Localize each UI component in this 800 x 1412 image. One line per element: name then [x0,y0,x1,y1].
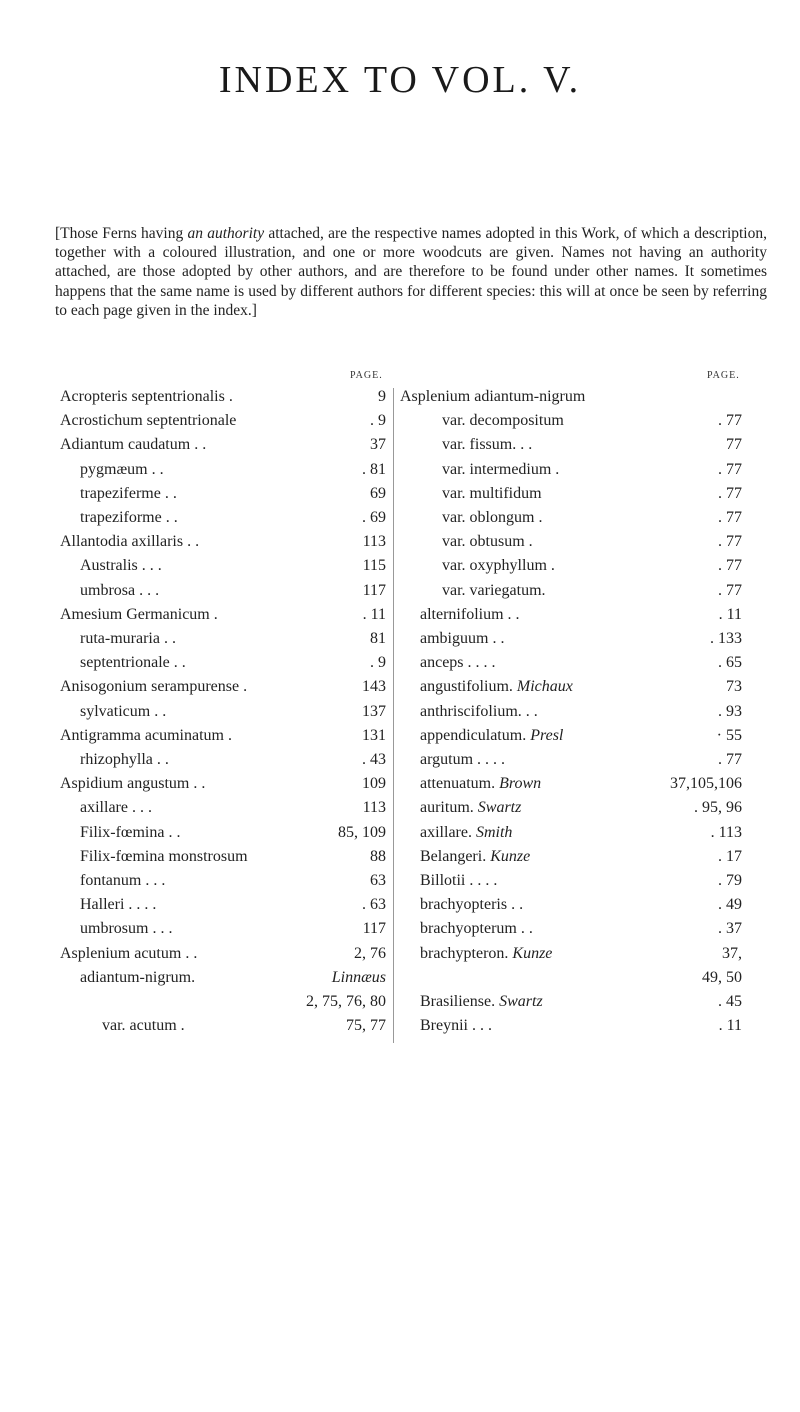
entry-page: 113 [362,533,386,551]
entry-name: trapeziferme . . [80,484,177,502]
left-index-entry [60,1014,386,1038]
entry-page: 69 [370,484,386,502]
entry-authority: Michaux [512,678,573,696]
entry-name: Filix-fœmina monstrosum [80,847,248,865]
entry-name: Antigramma acuminatum . [60,726,232,744]
entry-name: ruta-muraria . . [80,630,176,647]
left-index-entry [60,482,386,506]
left-index-entry [60,458,386,482]
entry-page: 81 [370,630,386,647]
entry-page: 137 [362,702,386,720]
entry-page: . 43 [362,751,386,768]
left-index-entry [60,651,386,675]
entry-name: Australis . . . [80,557,162,575]
entry-name: Filix-fœmina . . [80,823,181,841]
entry-name: Adiantum caudatum . . [60,436,207,454]
entry-page: 85, 109 [338,823,386,841]
entry-name: var. decompositum [442,412,564,430]
entry-name: ambiguum . . [420,630,505,647]
entry-page: . 93 [718,702,742,720]
entry-name: var. multifidum [442,484,542,502]
left-index-entry [60,821,386,845]
entry-page: . 77 [718,509,742,526]
right-index-entry [400,990,742,1014]
entry-page: 143 [362,678,386,696]
entry-name: auritum. Swartz [420,799,522,817]
entry-authority: Swartz [473,799,522,817]
right-index-entry [400,651,742,675]
entry-page: 37 [370,436,386,454]
left-index-entry [60,675,386,699]
entry-page: . 77 [718,460,742,478]
entry-page: . 17 [718,847,742,865]
entry-page: 9 [378,388,386,405]
right-index-entry [400,821,742,845]
right-index-entry [400,772,742,796]
entry-page: Linnæus [331,968,386,986]
entry-name: axillare . . . [80,799,152,817]
entry-name: sylvaticum . . [80,702,167,720]
right-index-entry [400,724,742,748]
entry-page: 117 [362,581,386,599]
right-index-entry [400,579,742,603]
entry-page: . 49 [718,896,742,914]
right-index-entry [400,433,742,457]
left-index-entry [60,772,386,796]
entry-page: 113 [362,799,386,817]
intro-italic-phrase: an authority [187,225,265,242]
entry-authority: Smith [471,823,513,841]
right-index-entry [400,917,742,941]
entry-name: septentrionale . . [80,654,186,672]
right-index-entry [400,458,742,482]
left-index-entry [60,385,386,409]
right-index-entry [400,409,742,433]
entry-page: 109 [362,775,386,793]
left-index-entry [60,724,386,748]
entry-name: Acropteris septentrionalis . [60,388,233,405]
entry-name: Allantodia axillaris . . [60,533,200,551]
right-index-entry [400,700,742,724]
entry-name: Belangeri. Kunze [420,847,531,865]
left-index-entry [60,506,386,530]
left-index-entry [60,893,386,917]
entry-page: . 11 [362,605,386,623]
entry-authority: Brown [495,775,542,793]
right-index-entry [400,845,742,869]
right-index-entry [400,506,742,530]
entry-name: Breynii . . . [420,1017,492,1035]
entry-page: . 77 [718,484,742,502]
page-title: INDEX TO VOL. V. [218,59,582,101]
entry-name: Asplenium acutum . . [60,944,198,962]
entry-name: pygmæum . . [80,460,164,478]
entry-name: Anisogonium serampurense . [60,678,248,696]
left-index-entry [60,917,386,941]
left-index-entry [60,942,386,966]
entry-name: Halleri . . . . [80,896,157,914]
entry-page: 77 [726,436,742,454]
entry-name: argutum . . . . [420,751,506,768]
entry-authority: Kunze [508,944,553,962]
entry-page: 75, 77 [346,1017,386,1035]
entry-name: adiantum-nigrum. [80,968,196,986]
entry-page: 115 [362,557,386,575]
entry-name: angustifolium. Michaux [420,678,573,696]
entry-name: var. intermedium . [442,460,560,478]
entry-page: 73 [726,678,742,696]
right-page-header: PAGE. [707,370,740,381]
entry-page: . 11 [718,605,742,623]
entry-name: umbrosa . . . [80,581,160,599]
entry-page: . 77 [718,751,742,768]
entry-name: axillare. Smith [420,823,513,841]
right-index-entry [400,603,742,627]
entry-name: var. oxyphyllum . [442,557,555,575]
left-index-entry [60,603,386,627]
left-index-entry [60,554,386,578]
entry-name: Amesium Germanicum . [60,605,218,623]
entry-page: . 113 [710,823,742,841]
entry-name: appendiculatum. Presl [420,726,564,744]
right-index-entry [400,554,742,578]
left-index-entry [60,748,386,772]
column-divider [393,388,394,1043]
entry-name: fontanum . . . [80,872,166,889]
entry-page: 37,105,106 [670,775,742,793]
intro-paragraph: [Those Ferns having an authority attached, are the respective names adopted in this Work, of which a description, together with a coloured illustration, and one or more woodcuts are given. Names not having an authority attached, are those adopted by other authors, and are therefore to be found under other names. It sometimes happens that the same name is used by different authors for different species: this will at once be seen by referring to each page given in the index.] [55,225,767,319]
right-index-entry [400,748,742,772]
entry-page: . 69 [362,509,386,526]
entry-page: . 77 [718,533,742,551]
right-index-entry [400,869,742,893]
left-index-entry [60,530,386,554]
entry-name: var. acutum . [102,1017,185,1035]
right-index-entry [400,530,742,554]
entry-page: · 55 [716,726,742,744]
entry-page: 117 [362,920,386,938]
entry-name: anceps . . . . [420,654,496,672]
entry-page: . 37 [718,920,742,938]
entry-name: var. variegatum. [442,581,546,599]
entry-page: 37, [722,944,742,962]
entry-page: . 77 [718,581,742,599]
entry-name: attenuatum. Brown [420,775,542,793]
entry-page: . 95, 96 [694,799,742,817]
left-index-entry [60,700,386,724]
entry-page: 131 [362,726,386,744]
entry-page: . 9 [370,412,386,430]
left-index-entry [60,627,386,651]
right-index-entry [400,966,742,990]
left-index-entry [60,433,386,457]
entry-name: Billotii . . . . [420,872,498,889]
entry-name: var. oblongum . [442,509,543,526]
entry-page: . 133 [710,630,742,647]
entry-page: 49, 50 [702,968,742,986]
entry-name: Aspidium angustum . . [60,775,206,793]
entry-page: 63 [370,872,386,889]
entry-page: . 65 [718,654,742,672]
entry-page: . 63 [362,896,386,914]
left-index-entry [60,796,386,820]
entry-page: . 81 [362,460,386,478]
entry-page: 2, 75, 76, 80 [306,993,386,1010]
left-page-header: PAGE. [350,370,383,381]
entry-name: rhizophylla . . [80,751,169,768]
entry-page: . 77 [718,557,742,575]
right-index-entry [400,385,742,409]
entry-page: . 79 [718,872,742,889]
entry-name: brachypteron. Kunze [420,944,553,962]
right-index-entry [400,1014,742,1038]
entry-page: . 77 [718,412,742,430]
right-index-entry [400,893,742,917]
right-index-entry [400,675,742,699]
entry-name: anthriscifolium. . . [420,702,538,720]
entry-name: Brasiliense. Swartz [420,993,543,1010]
entry-page: 2, 76 [354,944,386,962]
entry-name: umbrosum . . . [80,920,173,938]
left-index-entry [60,869,386,893]
entry-name: brachyopteris . . [420,896,524,914]
left-index-entry [60,409,386,433]
entry-name: Asplenium adiantum-nigrum [400,388,586,405]
entry-name: trapeziforme . . [80,509,178,526]
left-index-entry [60,966,386,990]
entry-page: 88 [370,847,386,865]
left-index-entry [60,990,386,1014]
entry-name: brachyopterum . . [420,920,533,938]
entry-authority: Presl [526,726,564,744]
entry-authority: Swartz [495,993,543,1010]
right-index-entry [400,627,742,651]
entry-name: alternifolium . . [420,605,520,623]
right-index-entry [400,942,742,966]
entry-page: . 45 [718,993,742,1010]
entry-name: var. obtusum . [442,533,533,551]
right-index-entry [400,796,742,820]
entry-page: . 9 [370,654,386,672]
right-index-entry [400,482,742,506]
entry-name: var. fissum. . . [442,436,533,454]
left-index-entry [60,845,386,869]
left-index-entry [60,579,386,603]
entry-authority: Kunze [486,847,531,865]
entry-name: Acrostichum septentrionale [60,412,237,430]
entry-page: . 11 [718,1017,742,1035]
